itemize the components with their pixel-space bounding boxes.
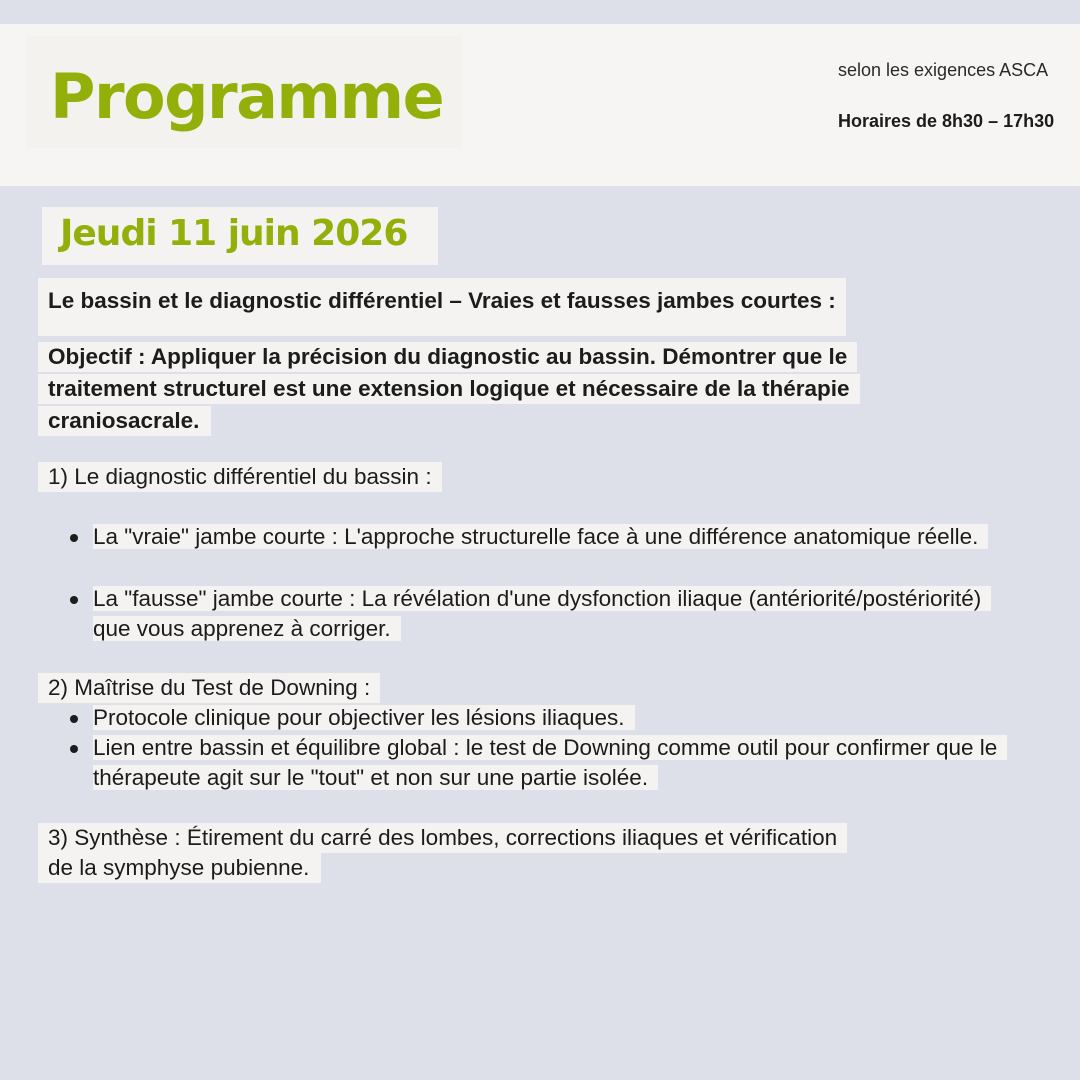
list-item bbox=[93, 584, 1013, 644]
part3-line: 3) Synthèse : Étirement du carré des lombes, corrections iliaques et vérification bbox=[38, 823, 847, 853]
page-title: Programme bbox=[50, 60, 444, 133]
part1-title: 1) Le diagnostic différentiel du bassin : bbox=[38, 462, 442, 492]
list-item bbox=[93, 703, 1013, 733]
bullet-text: La "fausse" jambe courte : La révélation d'une dysfonction iliaque (antériorité/postériorité) que vous apprenez à corriger. bbox=[93, 586, 991, 641]
objective-line: Objectif : Appliquer la précision du diagnostic au bassin. Démontrer que le bbox=[38, 342, 857, 372]
bullet-dot bbox=[70, 596, 78, 604]
bullet-dot bbox=[70, 745, 78, 753]
bullet-text: La "vraie" jambe courte : L'approche structurelle face à une différence anatomique réelle. bbox=[93, 524, 988, 549]
section-heading: Le bassin et le diagnostic différentiel – Vraies et fausses jambes courtes : bbox=[38, 278, 846, 336]
session-date: Jeudi 11 juin 2026 bbox=[60, 213, 408, 254]
objective-line: traitement structurel est une extension logique et nécessaire de la thérapie bbox=[38, 374, 860, 404]
list-item bbox=[93, 733, 1013, 793]
asca-requirements: selon les exigences ASCA bbox=[838, 60, 1049, 80]
part3-line: de la symphyse pubienne. bbox=[38, 853, 321, 883]
bullet-dot bbox=[70, 715, 78, 723]
bullet-text: Lien entre bassin et équilibre global : le test de Downing comme outil pour confirmer que le thérapeute agit sur le "tout" et non sur une partie isolée. bbox=[93, 735, 1007, 790]
objective-line: craniosacrale. bbox=[38, 406, 211, 436]
bullet-text: Protocole clinique pour objectiver les lésions iliaques. bbox=[93, 705, 635, 730]
part2-title: 2) Maîtrise du Test de Downing : bbox=[38, 673, 380, 703]
bullet-dot bbox=[70, 534, 78, 542]
hours: Horaires de 8h30 – 17h30 bbox=[838, 111, 1055, 131]
list-item bbox=[93, 522, 1013, 552]
